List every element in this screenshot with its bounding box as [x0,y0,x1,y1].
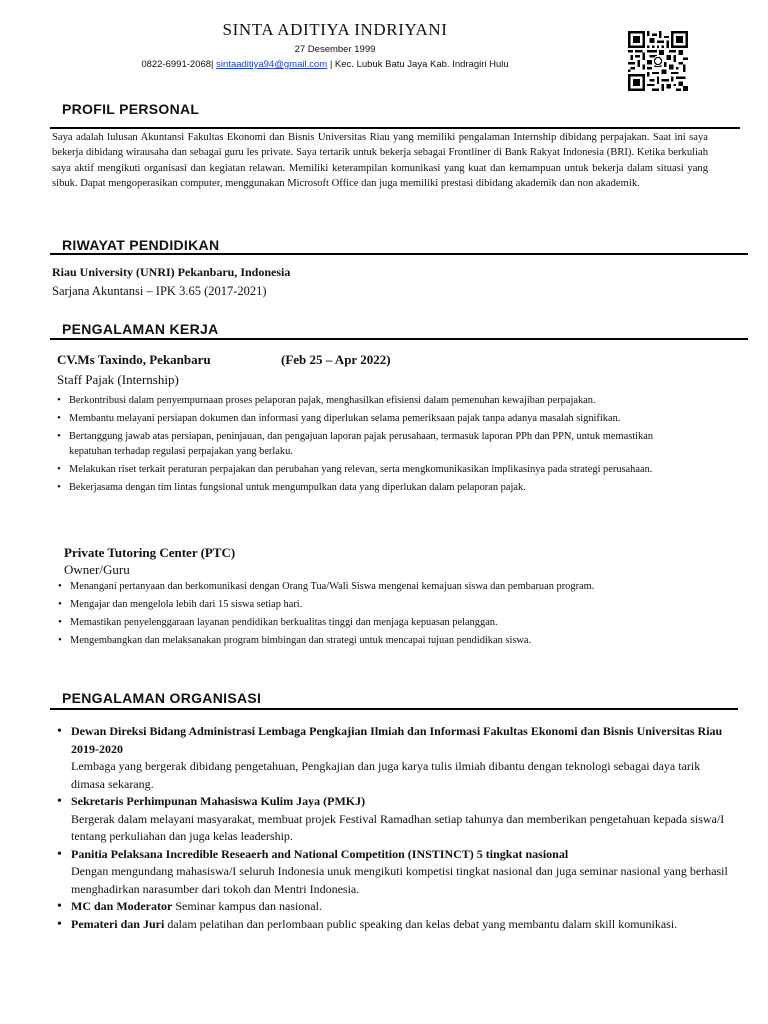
list-item: • Mengajar dan mengelola lebih dari 15 siswa setiap hari. [58,597,660,612]
candidate-name: SINTA ADITIYA INDRIYANI [222,20,448,39]
org-title: MC dan Moderator [71,899,173,913]
list-item [57,916,737,934]
org-title: Panitia Pelaksana Incredible Reseaerh and National Competition (INSTINCT) 5 tingkat nasional [71,846,569,861]
job-company: Private Tutoring Center (PTC) [64,545,236,560]
org-description: Bergerak dalam melayani masyarakat, membuat projek Festival Ramadhan setiap tahunya dan memberikan pengetahuan kepada siswa/I tentang perkuliahan dan juga kelas leadership. [71,811,725,843]
education-school: Riau University (UNRI) Pekanbaru, Indonesia [52,265,291,279]
job-period: (Feb 25 – Apr 2022) [281,352,391,367]
birth-date: 27 Desember 1999 [294,44,376,55]
org-description: Dengan mengundang mahasiswa/I seluruh Indonesia unuk mengikuti kompetisi tingkat nasional dan juga seminar nasional yang berhasil menghadirkan narasumber dari tokoh dan Mentri Indonesia. [71,864,728,896]
contact-line [60,59,590,70]
list-item: • Membantu melayani persiapan dokumen dan informasi yang diperlukan selama pemeriksaan pajak tanpa adanya masalah signifikan. [57,411,685,426]
profile-summary: Saya adalah lulusan Akuntansi Fakultas Ekonomi dan Bisnis Universitas Riau yang memiliki pengalaman Internship dibidang perpajakan. Saat ini saya bekerja dibidang wirausaha dan sebagai guru les private. Saya tertarik untuk bekerja sebagai Frontliner di Bank Rakyat Indonesia (BRI). Ketika berkuliah saya aktif mengikuti organisasi dan kegiatan relawan. Memiliki keterampilan komunikasi yang kuat dan kemampuan untuk bekerja dalam situasi yang sibuk. Dapat mengoperasikan computer, menggunakan Microsoft Office dan juga memiliki prestasi dibidang akademik dan non akademik. [52,132,708,189]
section-title-profil: PROFIL PERSONAL [62,101,200,117]
list-item: • Mengembangkan dan melaksanakan program bimbingan dan strategi untuk mencapai tujuan pendidikan siswa. [58,633,660,648]
list-item [57,846,737,899]
list-item [57,793,737,846]
section-title-kerja: PENGALAMAN KERJA [62,321,219,337]
job-duties-list [58,579,660,651]
list-item: • Melakukan riset terkait peraturan perpajakan dan perubahan yang relevan, serta mengkomunikasikan implikasinya pada strategi perusahaan. [57,462,685,477]
phone-number: 0822-6991-2068| [141,59,214,70]
list-item: • Memastikan penyelenggaraan layanan pendidikan berkualitas tinggi dan menjaga kepuasan pelanggan. [58,615,660,630]
list-item: • Berkontribusi dalam penyempurnaan proses pelaporan pajak, menghasilkan efisiensi dalam pemenuhan kewajiban perpajakan. [57,393,685,408]
list-item: • Bekerjasama dengan tim lintas fungsional untuk mengumpulkan data yang diperlukan dalam pelaporan pajak. [57,480,685,495]
section-title-pendidikan: RIWAYAT PENDIDIKAN [62,237,220,253]
list-item: • Menangani pertanyaan dan berkomunikasi dengan Orang Tua/Wali Siswa mengenai kemajuan siswa dan pembaruan program. [58,579,660,594]
email-link[interactable]: sintaaditiya94@gmail.com [216,59,328,70]
org-description: Lembaga yang bergerak dibidang pengetahuan, Pengkajian dan juga karya tulis ilmiah dibantu dengan teknologi sebagai daya tarik dimasa sekarang. [71,759,701,791]
job-role: Staff Pajak (Internship) [57,372,179,387]
org-title: Pemateri dan Juri [71,916,165,931]
section-title-organisasi: PENGALAMAN ORGANISASI [62,690,262,706]
org-title: Sekretaris Perhimpunan Mahasiswa Kulim Jaya (PMKJ) [71,794,366,808]
section-divider [50,338,748,340]
job-company: CV.Ms Taxindo, Pekanbaru [57,352,211,367]
list-item [57,898,737,916]
organization-list [57,723,737,933]
education-degree: Sarjana Akuntansi – IPK 3.65 (2017-2021) [52,284,267,298]
section-divider [50,708,738,710]
list-item [57,723,737,793]
list-item: • Bertanggung jawab atas persiapan, peninjauan, dan pengajuan laporan pajak perusahaan, termasuk laporan PPh dan PPN, untuk memastikan kepatuhan terhadap regulasi perpajakan yang berlaku. [57,429,685,459]
job-role: Owner/Guru [64,562,130,577]
job-duties-list [57,393,685,498]
section-divider [50,253,748,255]
qr-code-icon [628,31,688,91]
address: | Kec. Lubuk Batu Jaya Kab. Indragiri Hulu [329,59,509,70]
org-description: Seminar kampus dan nasional. [172,899,322,913]
section-divider [50,127,740,129]
org-title: Dewan Direksi Bidang Administrasi Lembaga Pengkajian Ilmiah dan Informasi Fakultas Ekonomi dan Bisnis Universitas Riau 2019-2020 [71,724,723,756]
org-description: dalam pelatihan dan perlombaan public speaking dan kelas debat yang membantu dalam skill komunikasi. [164,916,678,931]
